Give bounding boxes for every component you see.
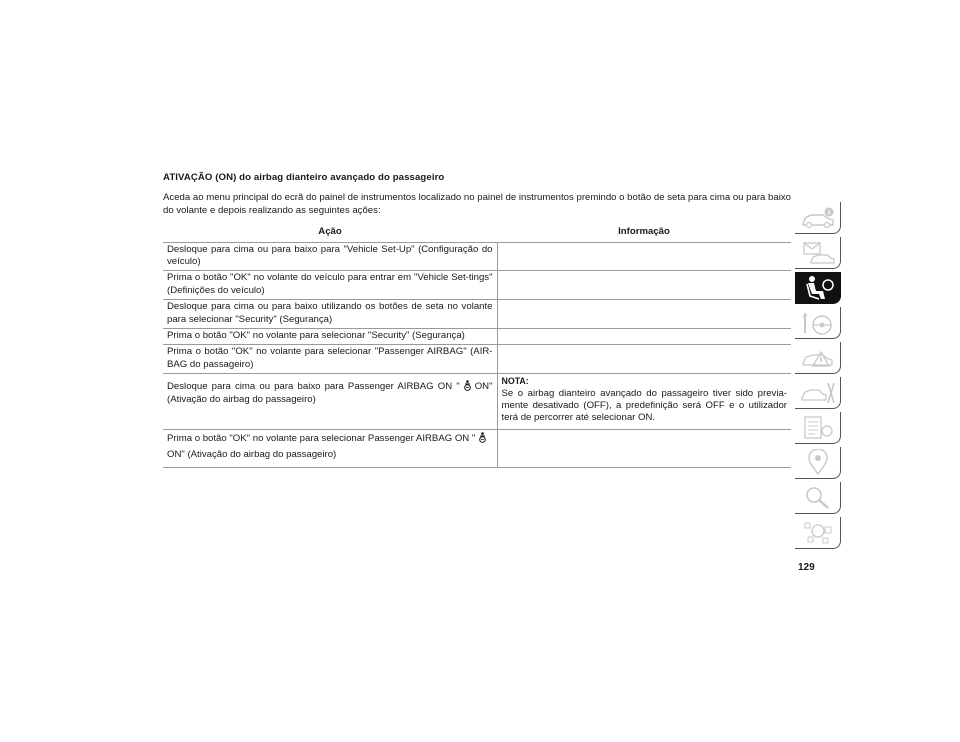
action-text-post: ON" (Ativação do airbag do passageiro) <box>167 448 337 460</box>
table-row <box>163 328 791 344</box>
tab-envelope-car[interactable] <box>795 237 841 269</box>
steering-wheel-icon <box>799 309 837 337</box>
info-cell <box>497 271 791 300</box>
header-action: Ação <box>163 224 497 242</box>
tab-location[interactable] <box>795 447 841 479</box>
multimedia-icon <box>799 519 837 547</box>
location-pin-icon <box>799 449 837 477</box>
action-cell <box>163 374 497 430</box>
header-info: Informação <box>497 224 791 242</box>
envelope-car-icon <box>799 239 837 267</box>
action-cell: Prima o botão "OK" no volante para selecionar "Passenger AIRBAG" (AIR-BAG do passageiro) <box>163 345 497 374</box>
info-cell <box>497 300 791 329</box>
info-cell <box>497 429 791 467</box>
magnifier-icon <box>799 484 837 512</box>
section-title: ATIVAÇÃO (ON) do airbag dianteiro avançado do passageiro <box>163 172 445 183</box>
tab-search[interactable] <box>795 482 841 514</box>
seat-safety-icon <box>799 274 837 302</box>
action-text-post: ON" (Ativação do airbag do passageiro) <box>167 381 493 405</box>
tab-checklist[interactable] <box>795 412 841 444</box>
action-cell: Prima o botão "OK" no volante do veículo para entrar em "Vehicle Set-tings" (Definições do veículo) <box>163 271 497 300</box>
checklist-icon <box>799 414 837 442</box>
action-text-pre: Desloque para cima ou para baixo para Passenger AIRBAG ON " <box>167 381 460 393</box>
table-row <box>163 429 791 467</box>
action-text-pre: Prima o botão "OK" no volante para selecionar Passenger AIRBAG ON " <box>167 432 476 444</box>
info-cell <box>497 242 791 271</box>
info-cell <box>497 374 791 430</box>
note-text: Se o airbag dianteiro avançado do passageiro tiver sido previa-mente desativado (OFF), a predefinição será OFF e o utilizador terá de percorrer até selecionar ON. <box>501 387 787 424</box>
passenger-airbag-icon <box>478 432 487 443</box>
car-info-icon <box>799 204 837 232</box>
info-cell <box>497 328 791 344</box>
note-title: NOTA: <box>501 376 529 387</box>
car-tools-icon <box>799 379 837 407</box>
action-cell <box>163 429 497 467</box>
procedure-table <box>163 224 791 468</box>
action-cell: Desloque para cima ou para baixo utilizando os botões de seta no volante para selecionar "Security" (Segurança) <box>163 300 497 329</box>
action-cell: Desloque para cima ou para baixo para "Vehicle Set-Up" (Configuração do veículo) <box>163 242 497 271</box>
tab-car-info[interactable] <box>795 202 841 234</box>
table-row <box>163 300 791 329</box>
intro-paragraph: Aceda ao menu principal do ecrã do painel de instrumentos localizado no painel de instrumentos premindo o botão de seta para cima ou para baixo do volante e depois realizando as seguintes ações: <box>163 192 791 216</box>
tab-warning-car[interactable] <box>795 342 841 374</box>
table-row <box>163 271 791 300</box>
tab-multimedia[interactable] <box>795 517 841 549</box>
passenger-airbag-icon <box>463 380 472 391</box>
info-cell <box>497 345 791 374</box>
table-header-row <box>163 224 791 242</box>
tab-steering-wheel[interactable] <box>795 307 841 339</box>
page-number: 129 <box>798 562 815 573</box>
tab-seat-safety[interactable] <box>795 272 841 304</box>
table-row <box>163 345 791 374</box>
table-row <box>163 374 791 430</box>
action-cell: Prima o botão "OK" no volante para selecionar "Security" (Segurança) <box>163 328 497 344</box>
table-row <box>163 242 791 271</box>
tab-car-tools[interactable] <box>795 377 841 409</box>
warning-car-icon <box>799 344 837 372</box>
